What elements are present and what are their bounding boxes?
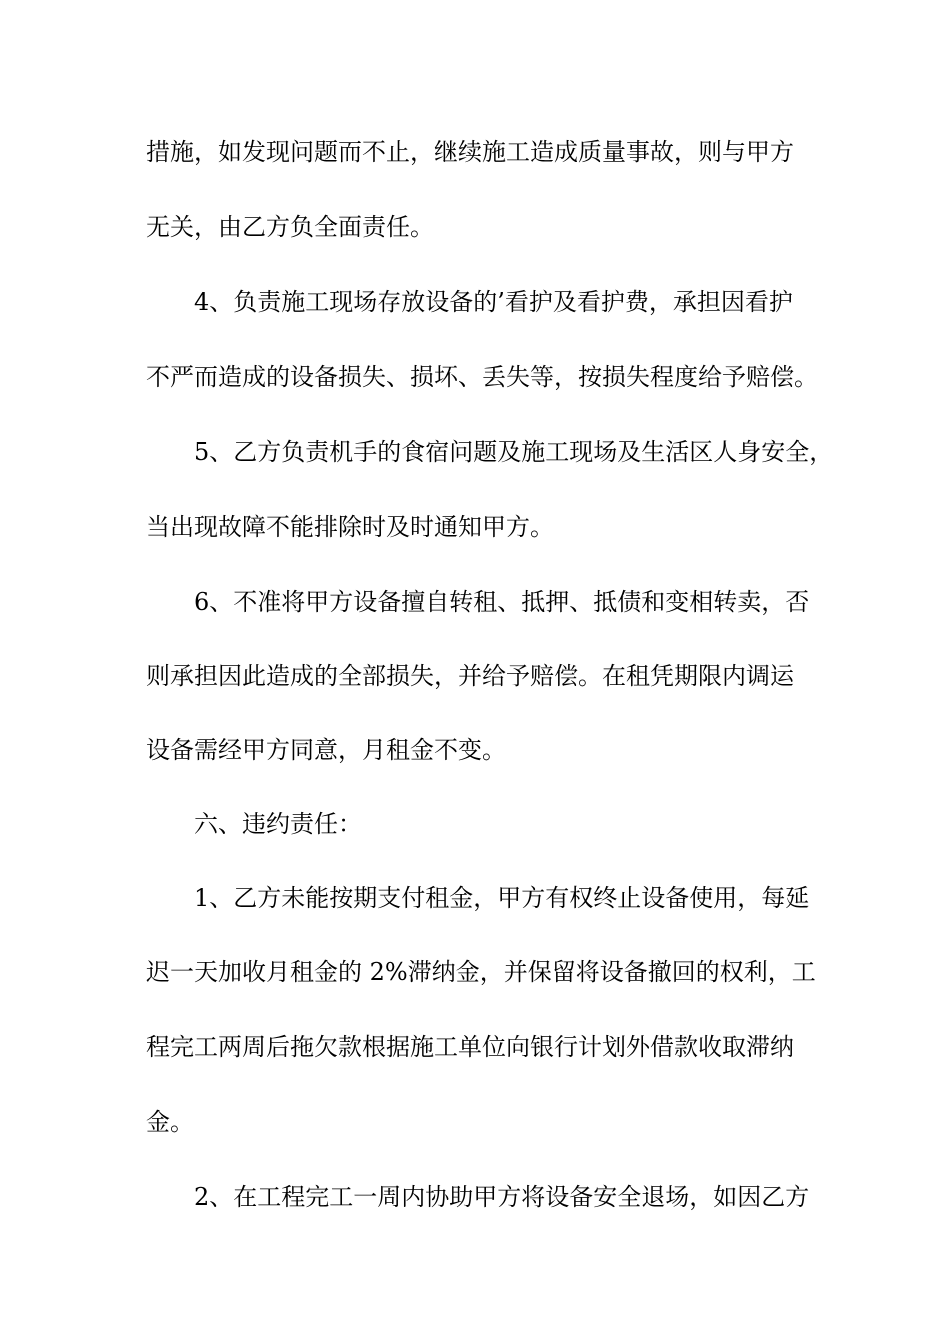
text-line-2: 无关，由乙方负全面责任。 (146, 213, 434, 241)
text-line-11: 1、乙方未能按期支付租金，甲方有权终止设备使用，每延 (194, 884, 810, 912)
text-line-15: 2、在工程完工一周内协助甲方将设备安全退场，如因乙方 (194, 1183, 810, 1211)
text-line-8: 则承担因此造成的全部损失，并给予赔偿。在租凭期限内调运 (146, 662, 794, 690)
text-line-13: 程完工两周后拖欠款根据施工单位向银行计划外借款收取滞纳 (146, 1033, 794, 1061)
text-line-1: 措施，如发现问题而不止，继续施工造成质量事故，则与甲方 (146, 138, 794, 166)
text-line-12: 迟一天加收月租金的 2%滞纳金，并保留将设备撤回的权利，工 (146, 958, 816, 986)
text-line-6: 当出现故障不能排除时及时通知甲方。 (146, 513, 554, 541)
text-line-3: 4、负责施工现场存放设备的’看护及看护费，承担因看护 (194, 288, 793, 316)
text-line-4: 不严而造成的设备损失、损坏、丢失等，按损失程度给予赔偿。 (146, 363, 818, 391)
text-line-9: 设备需经甲方同意，月租金不变。 (146, 736, 506, 764)
section-heading: 六、违约责任： (194, 810, 362, 838)
text-line-5: 5、乙方负责机手的食宿问题及施工现场及生活区人身安全， (194, 438, 834, 466)
text-line-7: 6、不准将甲方设备擅自转租、抵押、抵债和变相转卖，否 (194, 588, 810, 616)
text-line-14: 金。 (146, 1108, 194, 1136)
